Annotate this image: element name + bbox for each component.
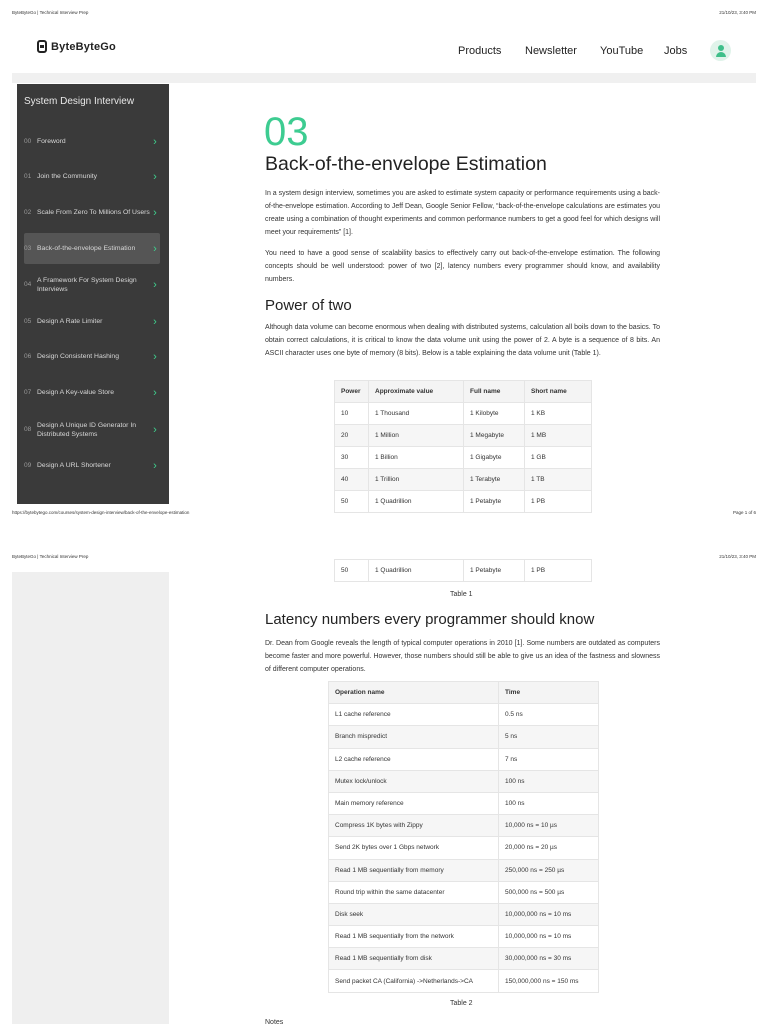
table-cell: 10,000,000 ns = 10 ms [499, 903, 599, 925]
logo-icon [37, 40, 47, 53]
table-cell: L1 cache reference [329, 704, 499, 726]
table-row [335, 447, 592, 469]
table-row [329, 792, 599, 814]
table-cell: 7 ns [499, 748, 599, 770]
table-cell: 250,000 ns = 250 µs [499, 859, 599, 881]
table-cell: 1 Kilobyte [464, 403, 525, 425]
table-cell: 1 Million [369, 425, 464, 447]
chapter-number: 03 [264, 110, 309, 154]
print-page-2 [0, 548, 768, 1024]
print-header-date: 21/10/23, 3:40 PM [719, 10, 756, 15]
table-row [329, 770, 599, 792]
sidebar-title: System Design Interview [24, 96, 135, 107]
table-row [329, 970, 599, 992]
section-heading-latency: Latency numbers every programmer should know [265, 611, 595, 628]
table-header-cell: Operation name [329, 682, 499, 704]
table-row [329, 903, 599, 925]
table-cell: 1 PB [525, 491, 592, 513]
table-header-cell: Power [335, 381, 369, 403]
table-cell: 1 Trillion [369, 469, 464, 491]
sidebar-item-00[interactable] [24, 126, 160, 157]
sidebar-item-label: A Framework For System Design Interviews [37, 276, 137, 293]
table-row [335, 425, 592, 447]
table-cell: L2 cache reference [329, 748, 499, 770]
table-cell: 20,000 ns = 20 µs [499, 837, 599, 859]
header-divider-bar [12, 73, 756, 83]
table-cell: 20 [335, 425, 369, 447]
table-cell: 30,000,000 ns = 30 ms [499, 948, 599, 970]
table-cell: 1 TB [525, 469, 592, 491]
table-cell: Round trip within the same datacenter [329, 881, 499, 903]
nav-products[interactable]: Products [458, 45, 502, 57]
table-cell: Send 2K bytes over 1 Gbps network [329, 837, 499, 859]
sidebar-item-number: 03 [24, 245, 32, 252]
chevron-right-icon: › [153, 206, 157, 219]
sidebar-item-number: 00 [24, 138, 32, 145]
table-header-cell: Approximate value [369, 381, 464, 403]
table-cell: 100 ns [499, 770, 599, 792]
sidebar-item-05[interactable] [24, 306, 160, 337]
table-2-caption: Table 2 [450, 1000, 473, 1007]
table-cell: Mutex lock/unlock [329, 770, 499, 792]
intro-paragraph: In a system design interview, sometimes you are asked to estimate system capacity or performance requirements using a back-of-the-envelope estimation. According to Jeff Dean, Google Senior Fellow, “back-of-the-envelope calculations are estimates you create using a combination of thought experiments and common performance numbers to get a good feel for which designs will meet your requirements” [1]. [265, 190, 660, 236]
table-cell: Compress 1K bytes with Zippy [329, 815, 499, 837]
table-header-row [335, 381, 592, 403]
table-header-cell: Full name [464, 381, 525, 403]
table-cell: 1 KB [525, 403, 592, 425]
table-cell: 10 [335, 403, 369, 425]
chapter-sidebar [17, 84, 169, 504]
sidebar-item-04[interactable] [24, 269, 160, 300]
table-cell: 1 Gigabyte [464, 447, 525, 469]
chevron-right-icon: › [153, 242, 157, 255]
nav-newsletter[interactable]: Newsletter [525, 45, 577, 57]
sidebar-item-label: Design Consistent Hashing [37, 353, 119, 360]
table-header-cell: Short name [525, 381, 592, 403]
table-cell: 5 ns [499, 726, 599, 748]
notes-label: Notes [265, 1019, 284, 1026]
sidebar-item-number: 05 [24, 318, 32, 325]
brand-name: ByteByteGo [51, 40, 116, 53]
table-cell: 150,000,000 ns = 150 ms [499, 970, 599, 992]
table-row [329, 926, 599, 948]
section-heading-power-of-two: Power of two [265, 297, 352, 314]
sidebar-item-label: Join the Community [37, 173, 98, 180]
sidebar-item-number: 01 [24, 173, 32, 180]
sidebar-item-number: 04 [24, 281, 32, 288]
table-header-row [329, 682, 599, 704]
sidebar-item-label: Design A URL Shortener [37, 462, 111, 469]
table-cell: 50 [335, 491, 369, 513]
chevron-right-icon: › [153, 423, 157, 436]
sidebar-item-02[interactable] [24, 197, 160, 228]
brand-logo[interactable] [37, 40, 116, 53]
print-header-title: ByteByteGo | Technical Interview Prep [12, 10, 89, 15]
table-row [335, 491, 592, 513]
chevron-right-icon: › [153, 386, 157, 399]
sidebar-item-07[interactable] [24, 377, 160, 408]
table-1-clip [334, 380, 593, 505]
table-cell: 1 GB [525, 447, 592, 469]
user-avatar[interactable] [710, 40, 731, 61]
sidebar-item-label: Scale From Zero To Millions Of Users [37, 209, 150, 216]
chevron-right-icon: › [153, 315, 157, 328]
nav-youtube[interactable]: YouTube [600, 45, 644, 57]
table-cell: 1 Thousand [369, 403, 464, 425]
sidebar-item-number: 02 [24, 209, 32, 216]
table-1-caption: Table 1 [450, 591, 473, 598]
sidebar-item-number: 08 [24, 426, 32, 433]
table-row [329, 837, 599, 859]
user-icon [718, 45, 724, 51]
print-footer-url: https://bytebytego.com/courses/system-design-interview/back-of-the-envelope-estimation [12, 510, 190, 515]
table-row: 50 1 Quadrillion 1 Petabyte 1 PB [335, 560, 592, 582]
page-title: Back-of-the-envelope Estimation [265, 153, 547, 175]
table-cell: 500,000 ns = 500 µs [499, 881, 599, 903]
table-latency-numbers [328, 681, 599, 993]
sidebar-item-label: Design A Rate Limiter [37, 318, 103, 325]
chevron-right-icon: › [153, 459, 157, 472]
table-cell: Branch mispredict [329, 726, 499, 748]
print-header-title-2: ByteByteGo | Technical Interview Prep [12, 554, 89, 559]
table-row [329, 859, 599, 881]
table-cell: 1 Billion [369, 447, 464, 469]
table-power-of-two [334, 380, 592, 513]
chevron-right-icon: › [153, 350, 157, 363]
chevron-right-icon: › [153, 135, 157, 148]
table-row [329, 881, 599, 903]
table-cell: Send packet CA (California) ->Netherlands->CA [329, 970, 499, 992]
table-cell: Read 1 MB sequentially from the network [329, 926, 499, 948]
table-row [335, 403, 592, 425]
sidebar-item-number: 09 [24, 462, 32, 469]
table-cell: 10,000,000 ns = 10 ms [499, 926, 599, 948]
sidebar-item-label: Design A Unique ID Generator In Distributed Systems [37, 421, 136, 438]
sidebar-item-number: 06 [24, 353, 32, 360]
table-header-cell: Time [499, 682, 599, 704]
table-cell: 30 [335, 447, 369, 469]
table-cell: 40 [335, 469, 369, 491]
sidebar-item-09[interactable] [24, 450, 160, 481]
sidebar-item-label: Foreword [37, 138, 66, 145]
sidebar-item-01[interactable] [24, 161, 160, 192]
table-cell: Main memory reference [329, 792, 499, 814]
table-cell: 0.5 ns [499, 704, 599, 726]
table-1-continued-clip [334, 564, 593, 582]
latency-paragraph: Dr. Dean from Google reveals the length of typical computer operations in 2010 [1]. Some numbers are outdated as computers become faster and more powerful. However, those numbers should still be able to give us an idea of the fastness and slowness of different computer operations. [265, 640, 660, 673]
table-cell: 1 MB [525, 425, 592, 447]
sidebar-placeholder [12, 572, 169, 1024]
print-footer-page: Page 1 of 6 [732, 510, 756, 515]
table-cell: 100 ns [499, 792, 599, 814]
table-cell: 1 Terabyte [464, 469, 525, 491]
sidebar-item-label: Design A Key-value Store [37, 389, 115, 396]
sidebar-item-06[interactable] [24, 341, 160, 372]
table-cell: 1 Petabyte [464, 491, 525, 513]
sidebar-item-03[interactable] [24, 233, 160, 264]
table-row [329, 948, 599, 970]
table-cell: 1 Quadrillion [369, 491, 464, 513]
table-row [329, 726, 599, 748]
table-row [329, 748, 599, 770]
chevron-right-icon: › [153, 278, 157, 291]
scalability-paragraph: You need to have a good sense of scalability basics to effectively carry out back-of-the-envelope estimation. The following concepts should be well understood: power of two [2], latency numbers every programmer should know, and availability numbers. [265, 250, 660, 283]
power-of-two-paragraph: Although data volume can become enormous when dealing with distributed systems, calculation all boils down to the basics. To obtain correct calculations, it is critical to know the data volume unit using the power of 2. A byte is a sequence of 8 bits. An ASCII character uses one byte of memory (8 bits). Below is a table explaining the data volume unit (Table 1). [265, 324, 660, 357]
table-cell: 10,000 ns = 10 µs [499, 815, 599, 837]
print-header-date-2: 21/10/23, 3:40 PM [719, 554, 756, 559]
chevron-right-icon: › [153, 170, 157, 183]
table-row [329, 815, 599, 837]
table-cell: Read 1 MB sequentially from memory [329, 859, 499, 881]
nav-jobs[interactable]: Jobs [664, 45, 688, 57]
table-row [335, 469, 592, 491]
table-cell: 1 Megabyte [464, 425, 525, 447]
sidebar-item-08[interactable] [24, 414, 160, 445]
sidebar-item-label: Back-of-the-envelope Estimation [37, 245, 136, 252]
table-cell: Read 1 MB sequentially from disk [329, 948, 499, 970]
table-power-of-two-continued [334, 559, 592, 582]
table-row [329, 704, 599, 726]
table-cell: Disk seek [329, 903, 499, 925]
sidebar-item-number: 07 [24, 389, 32, 396]
